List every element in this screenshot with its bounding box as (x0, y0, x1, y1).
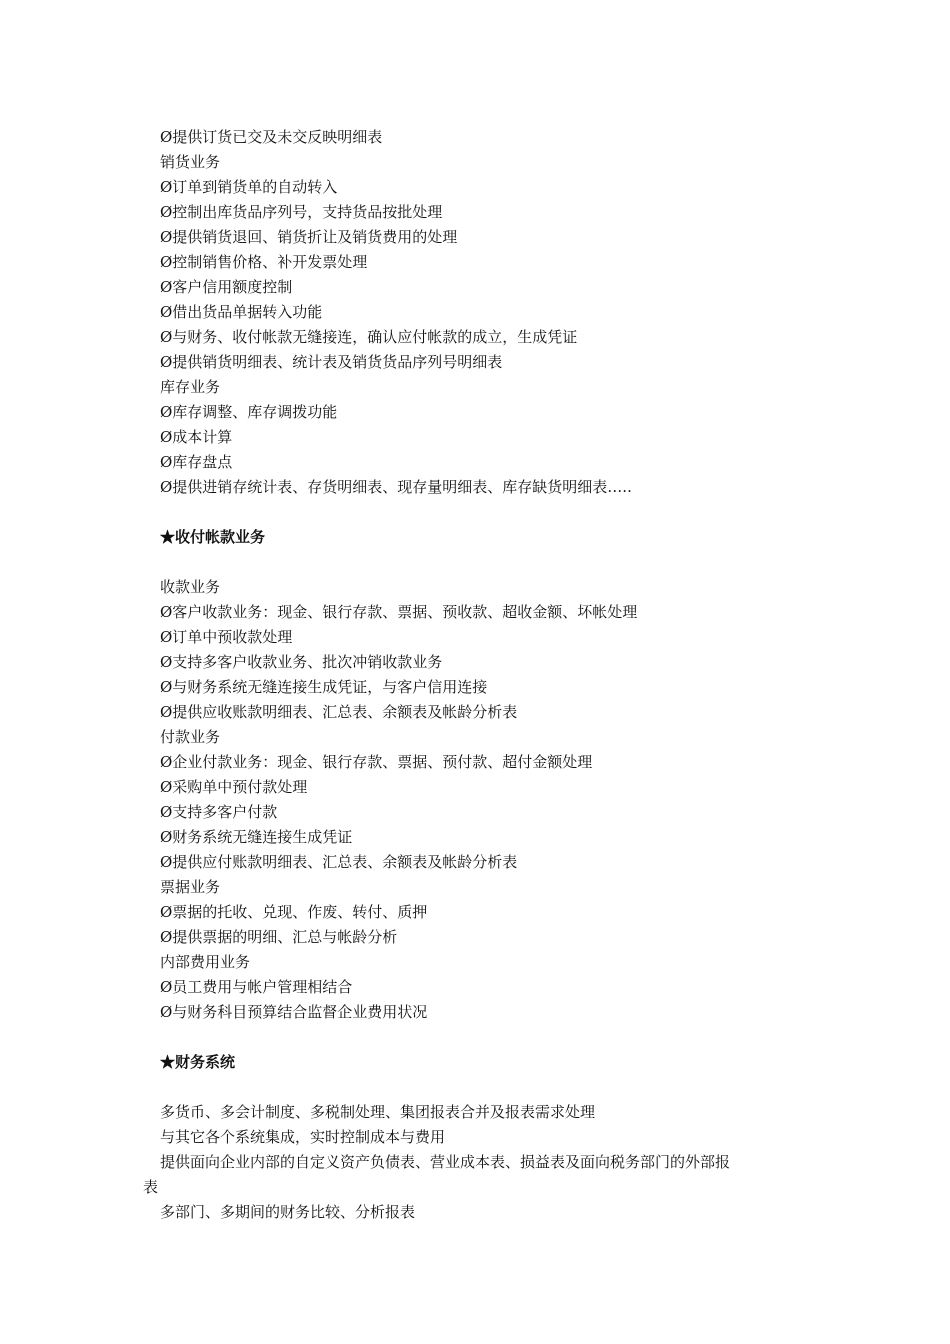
list-item: Ø借出货品单据转入功能 (160, 303, 323, 321)
subsection-title: 票据业务 (160, 878, 221, 896)
list-item: Ø员工费用与帐户管理相结合 (160, 978, 353, 996)
paragraph-line: 多部门、多期间的财务比较、分析报表 (160, 1203, 416, 1221)
list-item: Ø库存调整、库存调拨功能 (160, 403, 338, 421)
spacer (160, 1025, 810, 1050)
list-item: Ø订单到销货单的自动转入 (160, 178, 338, 196)
list-item: Ø采购单中预付款处理 (160, 778, 308, 796)
paragraph-line-continuation: 表 (143, 1178, 159, 1196)
subsection-title: 销货业务 (160, 153, 221, 171)
list-item: Ø提供票据的明细、汇总与帐龄分析 (160, 928, 398, 946)
list-item: Ø企业付款业务：现金、银行存款、票据、预付款、超付金额处理 (160, 753, 593, 771)
list-item: Ø提供销货退回、销货折让及销货费用的处理 (160, 228, 458, 246)
receivables-block (160, 575, 810, 1025)
list-item: Ø支持多客户付款 (160, 803, 278, 821)
spacer (160, 500, 810, 525)
section-heading-finance: ★财务系统 (160, 1053, 236, 1071)
list-item: Ø客户收款业务：现金、银行存款、票据、预收款、超收金额、坏帐处理 (160, 603, 638, 621)
list-item: Ø票据的托收、兑现、作废、转付、质押 (160, 903, 428, 921)
list-item: Ø与财务科目预算结合监督企业费用状况 (160, 1003, 428, 1021)
list-item: Ø与财务、收付帐款无缝接连，确认应付帐款的成立，生成凭证 (160, 328, 578, 346)
list-item: Ø提供订货已交及未交反映明细表 (160, 128, 383, 146)
list-item: Ø提供应付账款明细表、汇总表、余额表及帐龄分析表 (160, 853, 518, 871)
paragraph-wrapped (143, 1150, 810, 1200)
list-item: Ø财务系统无缝连接生成凭证 (160, 828, 353, 846)
subsection-title: 内部费用业务 (160, 953, 251, 971)
list-item: Ø控制销售价格、补开发票处理 (160, 253, 368, 271)
document-content (143, 125, 810, 1225)
subsection-title: 收款业务 (160, 578, 221, 596)
list-item: Ø控制出库货品序列号，支持货品按批处理 (160, 203, 443, 221)
list-item: Ø提供应收账款明细表、汇总表、余额表及帐龄分析表 (160, 703, 518, 721)
section-heading-receivables: ★收付帐款业务 (160, 528, 266, 546)
subsection-title: 付款业务 (160, 728, 221, 746)
spacer (160, 550, 810, 575)
list-item: Ø订单中预收款处理 (160, 628, 293, 646)
paragraph-line: 与其它各个系统集成，实时控制成本与费用 (160, 1128, 446, 1146)
paragraph-line: 多货币、多会计制度、多税制处理、集团报表合并及报表需求处理 (160, 1103, 596, 1121)
list-item: Ø提供销货明细表、统计表及销货货品序列号明细表 (160, 353, 503, 371)
subsection-title: 库存业务 (160, 378, 221, 396)
list-item: Ø库存盘点 (160, 453, 233, 471)
list-item: Ø客户信用额度控制 (160, 278, 293, 296)
spacer (160, 1075, 810, 1100)
list-item: Ø支持多客户收款业务、批次冲销收款业务 (160, 653, 443, 671)
paragraph-line: 提供面向企业内部的自定义资产负债表、营业成本表、损益表及面向税务部门的外部报 (160, 1153, 731, 1171)
sales-inventory-block (160, 125, 810, 500)
finance-block (143, 1100, 810, 1225)
list-item: Ø与财务系统无缝连接生成凭证，与客户信用连接 (160, 678, 488, 696)
list-item: Ø成本计算 (160, 428, 233, 446)
list-item: Ø提供进销存统计表、存货明细表、现存量明细表、库存缺货明细表….. (160, 478, 632, 496)
